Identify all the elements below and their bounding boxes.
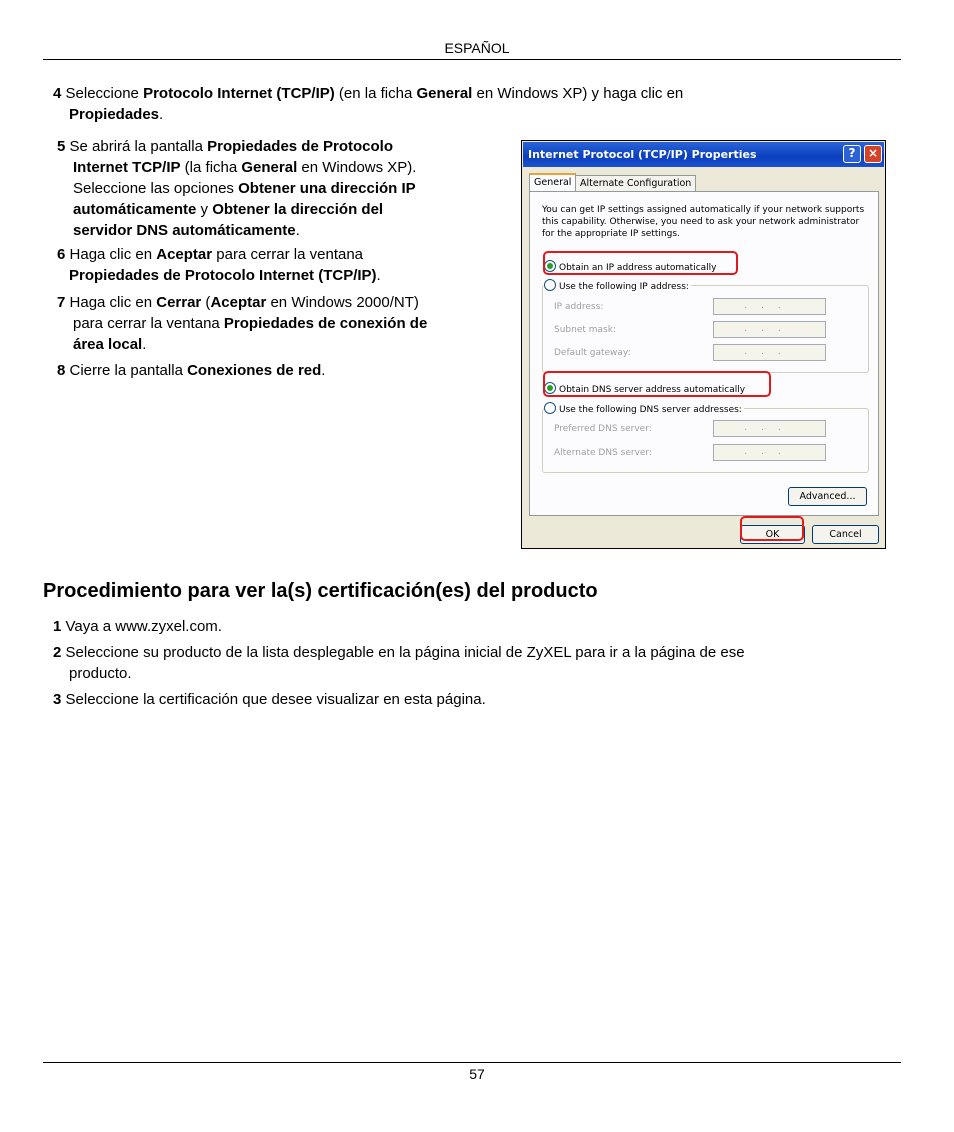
step-bold: servidor DNS automáticamente — [73, 222, 296, 239]
use-following-ip-radio[interactable] — [544, 279, 691, 293]
step-text: Haga clic en — [69, 246, 157, 263]
step-8 — [57, 360, 497, 381]
step-7 — [57, 292, 507, 355]
highlight-obtain-ip — [543, 251, 738, 275]
step-number: 7 — [57, 294, 66, 311]
cert-step-2 — [53, 642, 933, 684]
step-text: en Windows XP). — [297, 159, 417, 176]
step-text: . — [142, 336, 147, 353]
radio-label: Obtain DNS server address automatically — [559, 385, 746, 395]
step-number: 8 — [57, 362, 66, 379]
step-number: 4 — [53, 85, 62, 102]
step-text: y — [196, 201, 213, 218]
step-text: . — [321, 362, 326, 379]
step-text: Seleccione la certificación que desee visualizar en esta página. — [65, 691, 486, 708]
step-bold: Propiedades de Protocolo Internet (TCP/IP) — [69, 267, 377, 284]
tab-alternate-configuration[interactable]: Alternate Configuration — [575, 175, 696, 192]
step-bold: Propiedades de Protocolo — [207, 138, 393, 155]
step-text: en Windows 2000/NT) — [266, 294, 419, 311]
close-button[interactable]: × — [864, 145, 882, 163]
ok-button[interactable]: OK — [740, 525, 805, 544]
radio-label: Obtain an IP address automatically — [559, 263, 717, 273]
radio-label: Use the following IP address: — [559, 282, 689, 292]
step-bold: automáticamente — [73, 201, 197, 218]
step-bold: General — [416, 85, 473, 102]
step-text: . — [295, 222, 300, 239]
section-title: Procedimiento para ver la(s) certificación(es) del producto — [43, 580, 598, 602]
step-bold: Obtener la dirección del — [212, 201, 384, 218]
page-number: 57 — [469, 1066, 485, 1082]
step-bold: Protocolo Internet (TCP/IP) — [143, 85, 335, 102]
general-panel — [529, 191, 879, 516]
step-text: (en la ficha — [334, 85, 417, 102]
step-number: 2 — [53, 644, 62, 661]
tcpip-properties-dialog — [521, 140, 886, 549]
step-text: . — [376, 267, 381, 284]
step-bold: Cerrar — [156, 294, 202, 311]
footer-rule — [43, 1062, 901, 1063]
ip-address-field[interactable]: ... — [713, 298, 826, 315]
cert-step-1 — [53, 616, 873, 637]
alternate-dns-field[interactable]: ... — [713, 444, 826, 461]
subnet-mask-label: Subnet mask: — [554, 325, 616, 335]
default-gateway-field[interactable]: ... — [713, 344, 826, 361]
step-bold: Aceptar — [210, 294, 267, 311]
step-text: Seleccione las opciones — [73, 180, 239, 197]
radio-unselected-icon — [544, 279, 556, 291]
step-text: para cerrar la ventana — [212, 246, 364, 263]
header-rule — [43, 59, 901, 60]
step-number: 3 — [53, 691, 62, 708]
step-text: para cerrar la ventana — [73, 315, 224, 332]
cert-step-3 — [53, 689, 873, 710]
step-bold: Conexiones de red — [187, 362, 322, 379]
step-text: Cierre la pantalla — [69, 362, 188, 379]
static-dns-group — [542, 408, 869, 473]
step-number: 5 — [57, 138, 66, 155]
step-text: Seleccione — [65, 85, 144, 102]
alternate-dns-label: Alternate DNS server: — [554, 448, 653, 458]
step-text: en Windows XP) y haga clic en — [472, 85, 684, 102]
ip-address-label: IP address: — [554, 302, 604, 312]
preferred-dns-label: Preferred DNS server: — [554, 424, 652, 434]
cancel-button[interactable]: Cancel — [812, 525, 879, 544]
step-bold: Propiedades — [69, 106, 160, 123]
step-bold: Internet TCP/IP — [73, 159, 181, 176]
radio-label: Use the following DNS server addresses: — [559, 405, 742, 415]
step-5 — [57, 136, 497, 241]
highlight-obtain-dns — [543, 371, 771, 397]
highlight-ok — [740, 516, 804, 541]
step-bold: Aceptar — [156, 246, 213, 263]
dialog-description: You can get IP settings assigned automatically if your network supports this capability. Otherwise, you need to ask your network administrator for the appropriate IP settings. — [542, 205, 865, 239]
step-bold: Obtener una dirección IP — [238, 180, 416, 197]
advanced-button[interactable]: Advanced... — [788, 487, 867, 506]
step-text: (la ficha — [180, 159, 242, 176]
dialog-title: Internet Protocol (TCP/IP) Properties — [528, 148, 757, 161]
radio-unselected-icon — [544, 402, 556, 414]
help-button[interactable]: ? — [843, 145, 861, 163]
step-text: ( — [201, 294, 211, 311]
step-4 — [53, 83, 833, 125]
step-text: Se abrirá la pantalla — [69, 138, 208, 155]
step-text: Vaya a www.zyxel.com. — [65, 618, 222, 635]
dialog-titlebar — [523, 142, 884, 167]
step-text: . — [159, 106, 164, 123]
step-bold: área local — [73, 336, 143, 353]
step-6 — [57, 244, 497, 286]
step-bold: Propiedades de conexión de — [223, 315, 428, 332]
step-bold: General — [241, 159, 298, 176]
step-text: Seleccione su producto de la lista desplegable en la página inicial de ZyXEL para ir a la página de ese — [65, 644, 745, 661]
tab-general[interactable]: General — [529, 173, 576, 192]
page-header-language: ESPAÑOL — [444, 40, 510, 56]
use-following-dns-radio[interactable] — [544, 402, 744, 416]
preferred-dns-field[interactable]: ... — [713, 420, 826, 437]
step-text: producto. — [69, 665, 132, 682]
step-number: 6 — [57, 246, 66, 263]
step-text: Haga clic en — [69, 294, 157, 311]
step-number: 1 — [53, 618, 62, 635]
default-gateway-label: Default gateway: — [554, 348, 631, 358]
subnet-mask-field[interactable]: ... — [713, 321, 826, 338]
